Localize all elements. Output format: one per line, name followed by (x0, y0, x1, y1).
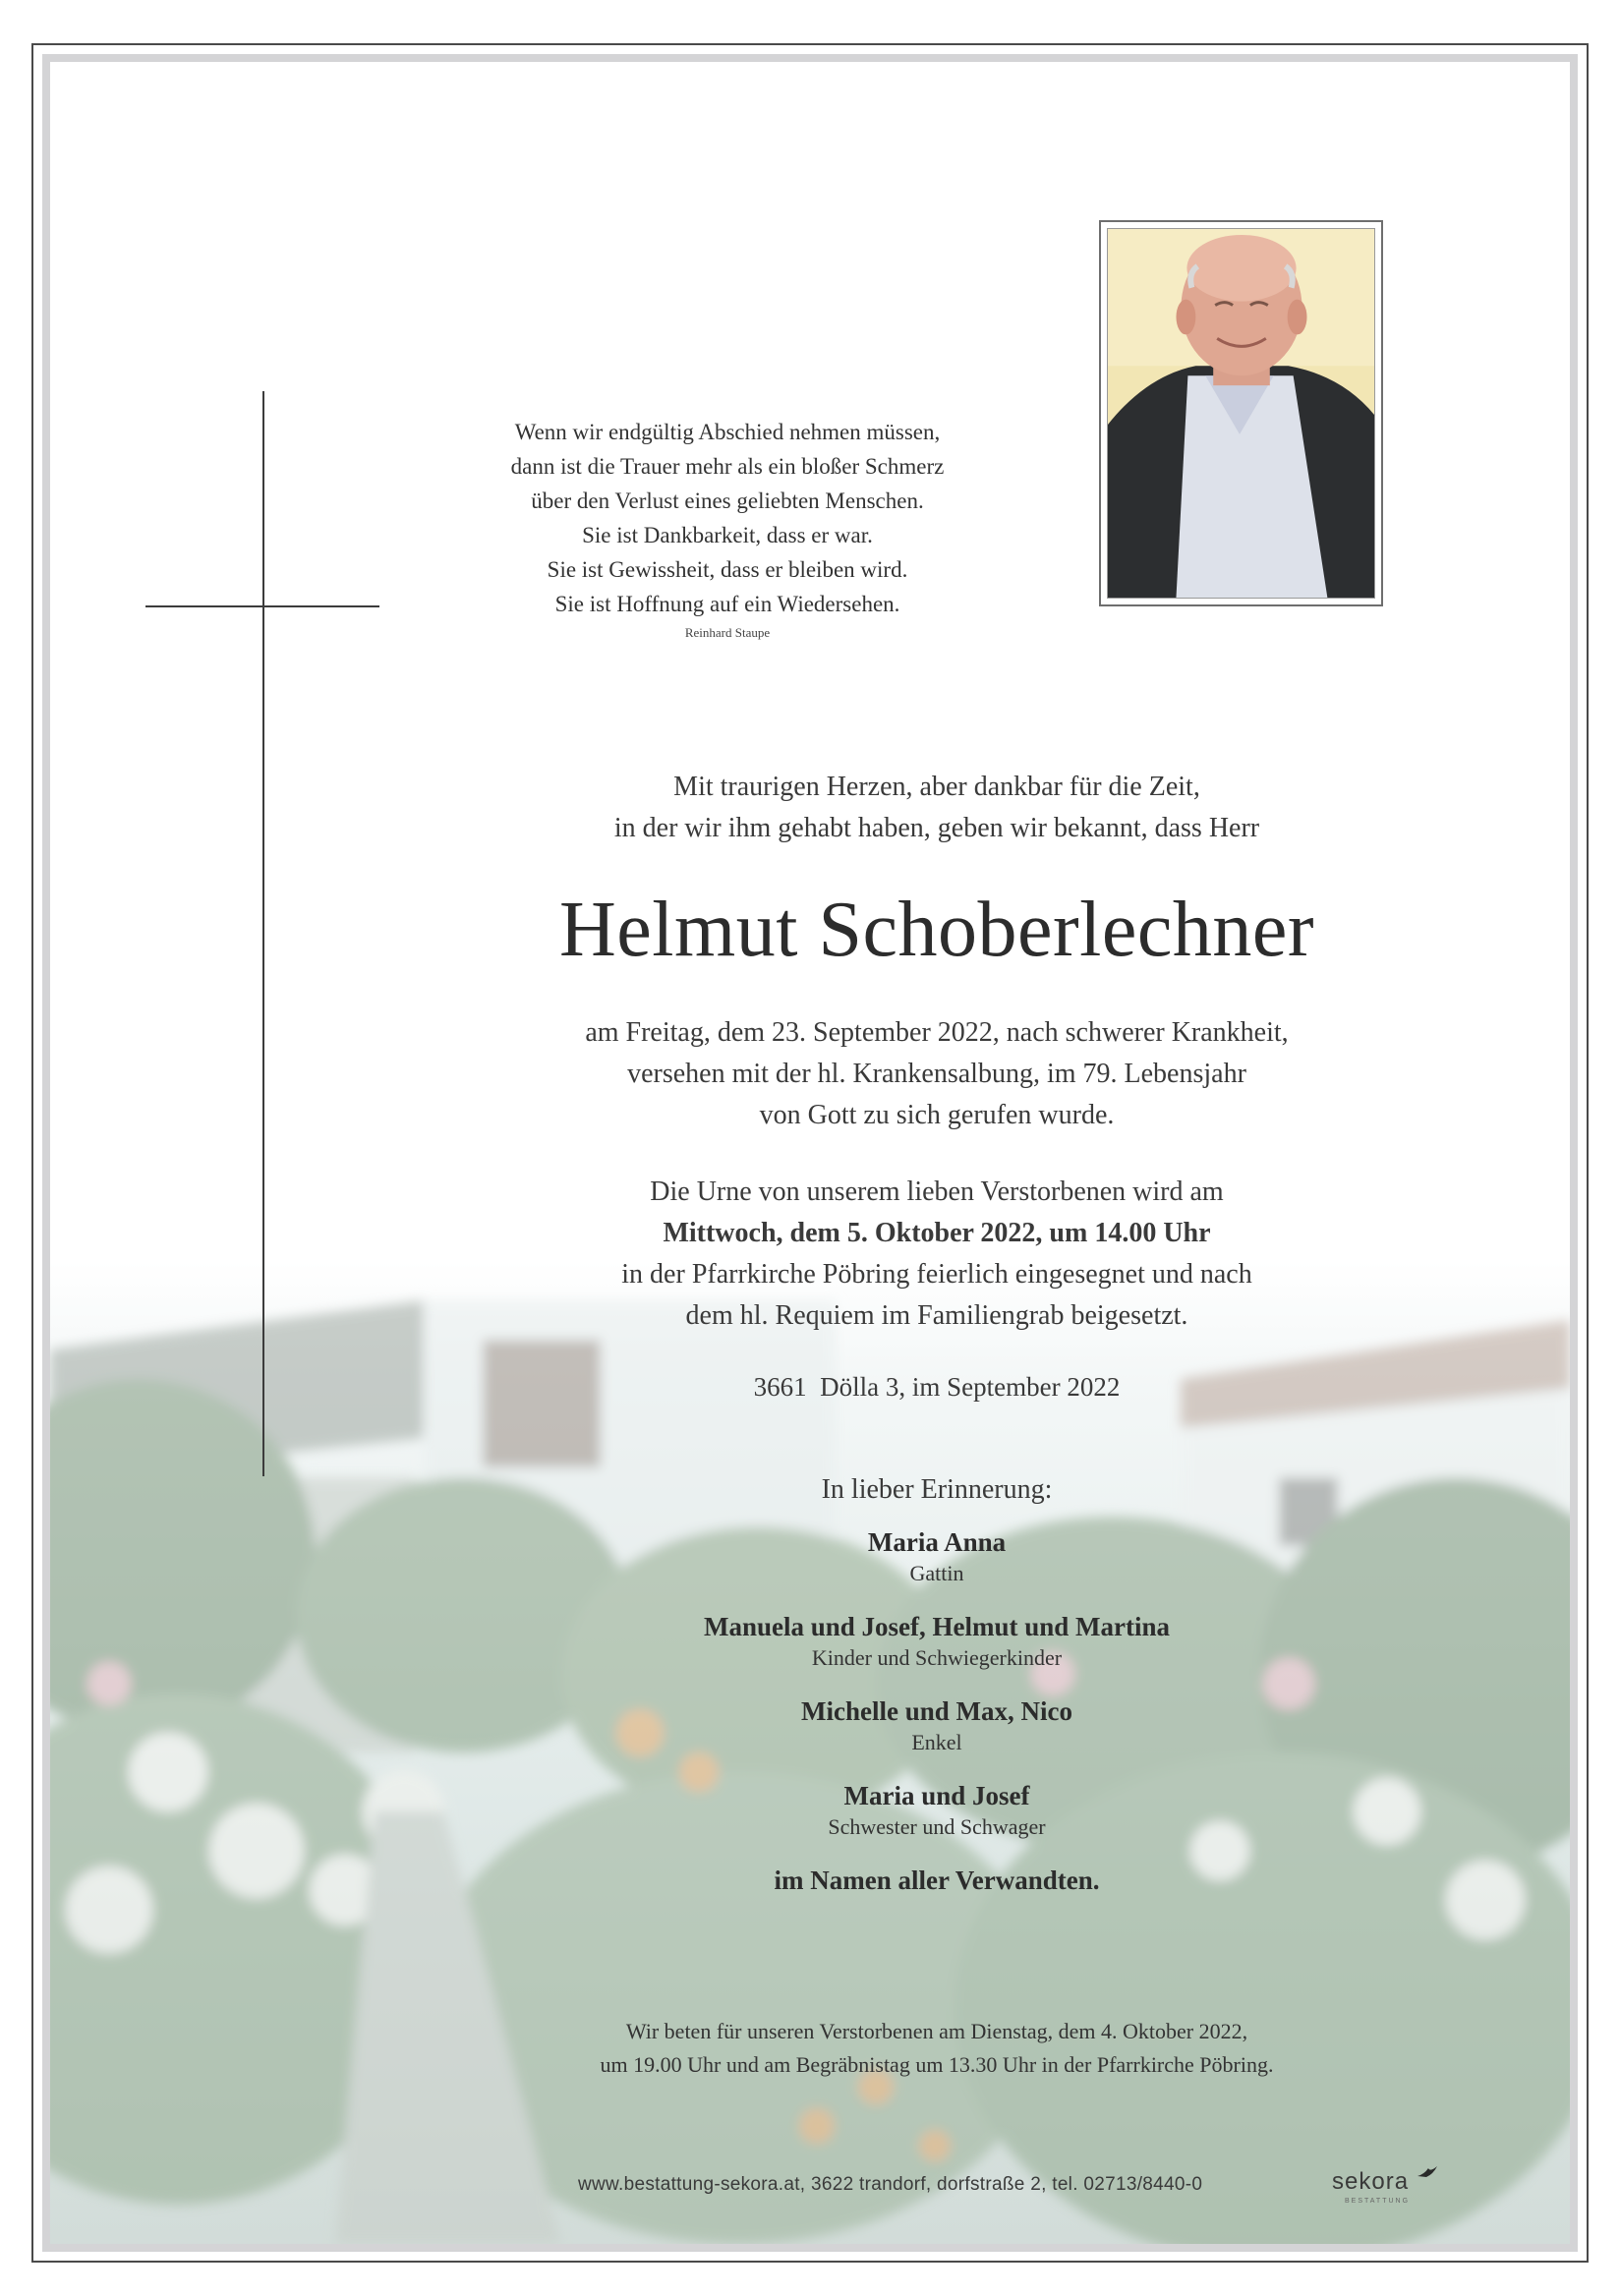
poem-line: Sie ist Gewissheit, dass er bleiben wird. (547, 557, 908, 582)
mourner-relation: Enkel (911, 1730, 962, 1754)
brand-subtitle: BESTATTUNG (1345, 2198, 1411, 2205)
mourner-entry (433, 1524, 1441, 1587)
bird-icon (1417, 2164, 1438, 2180)
cross-horizontal-bar (145, 605, 379, 607)
place-and-date: 3661 Dölla 3, im September 2022 (753, 1372, 1121, 1402)
prayer-line: Wir beten für unseren Verstorbenen am Dienstag, dem 4. Oktober 2022, (625, 2019, 1248, 2043)
funeral-line: Die Urne von unserem lieben Verstorbenen wird am (650, 1177, 1224, 1207)
funeral-home-contact: www.bestattung-sekora.at, 3622 trandorf, dorfstraße 2, tel. 02713/8440-0 (578, 2174, 1203, 2195)
prayer-line: um 19.00 Uhr und am Begräbnistag um 13.30 Uhr in der Pfarrkirche Pöbring. (600, 2052, 1274, 2077)
poem-line: Sie ist Hoffnung auf ein Wiedersehen. (554, 592, 900, 616)
mourner-names: Maria und Josef (843, 1781, 1030, 1810)
intro-line: in der wir ihm gehabt haben, geben wir bekannt, dass Herr (613, 813, 1260, 843)
mourner-names: Maria Anna (867, 1527, 1007, 1557)
funeral-line: in der Pfarrkirche Pöbring feierlich eingesegnet und nach (621, 1259, 1252, 1290)
death-notice (433, 1012, 1441, 1136)
poem-line: über den Verlust eines geliebten Menschen. (531, 488, 924, 513)
mourner-entry (433, 1778, 1441, 1841)
portrait-image (1108, 229, 1374, 598)
mourner-names: Manuela und Josef, Helmut und Martina (703, 1612, 1171, 1641)
portrait-photo (1099, 220, 1383, 606)
death-notice-line: am Freitag, dem 23. September 2022, nach schwerer Krankheit, (585, 1017, 1289, 1048)
mourner-relation: Schwester und Schwager (828, 1814, 1046, 1839)
brand-name: sekora (1332, 2168, 1410, 2195)
mourner-entry (433, 1693, 1441, 1756)
death-notice-line: versehen mit der hl. Krankensalbung, im 79. Lebensjahr (627, 1059, 1246, 1089)
funeral-home-logo (1332, 2168, 1409, 2196)
poem-line: Wenn wir endgültig Abschied nehmen müssen, (514, 420, 941, 444)
deceased-name: Helmut Schoberlechner (559, 887, 1314, 973)
intro-line: Mit traurigen Herzen, aber dankbar für die Zeit, (673, 772, 1200, 802)
funeral-line: dem hl. Requiem im Familiengrab beigesetzt. (685, 1300, 1188, 1331)
mourner-names: Michelle und Max, Nico (801, 1696, 1072, 1726)
announcement-intro (433, 767, 1441, 849)
prayer-notice (433, 2015, 1441, 2082)
funeral-date: Mittwoch, dem 5. Oktober 2022, um 14.00 Uhr (663, 1218, 1211, 1248)
poem-line: Sie ist Dankbarkeit, dass er war. (582, 523, 873, 547)
mourners-heading: In lieber Erinnerung: (821, 1474, 1053, 1505)
death-notice-line: von Gott zu sich gerufen wurde. (759, 1100, 1115, 1130)
poem-line: dann ist die Trauer mehr als ein bloßer Schmerz (510, 454, 945, 479)
cross-vertical-bar (262, 391, 264, 1476)
mourner-relation: Gattin (909, 1561, 964, 1585)
memorial-poem (433, 415, 1022, 643)
mourners-list (433, 1469, 1441, 1898)
mourner-entry (433, 1609, 1441, 1672)
mourners-closing: im Namen aller Verwandten. (774, 1866, 1100, 1895)
funeral-details (433, 1172, 1441, 1337)
poem-author: Reinhard Staupe (684, 625, 771, 640)
mourner-relation: Kinder und Schwiegerkinder (811, 1645, 1063, 1670)
